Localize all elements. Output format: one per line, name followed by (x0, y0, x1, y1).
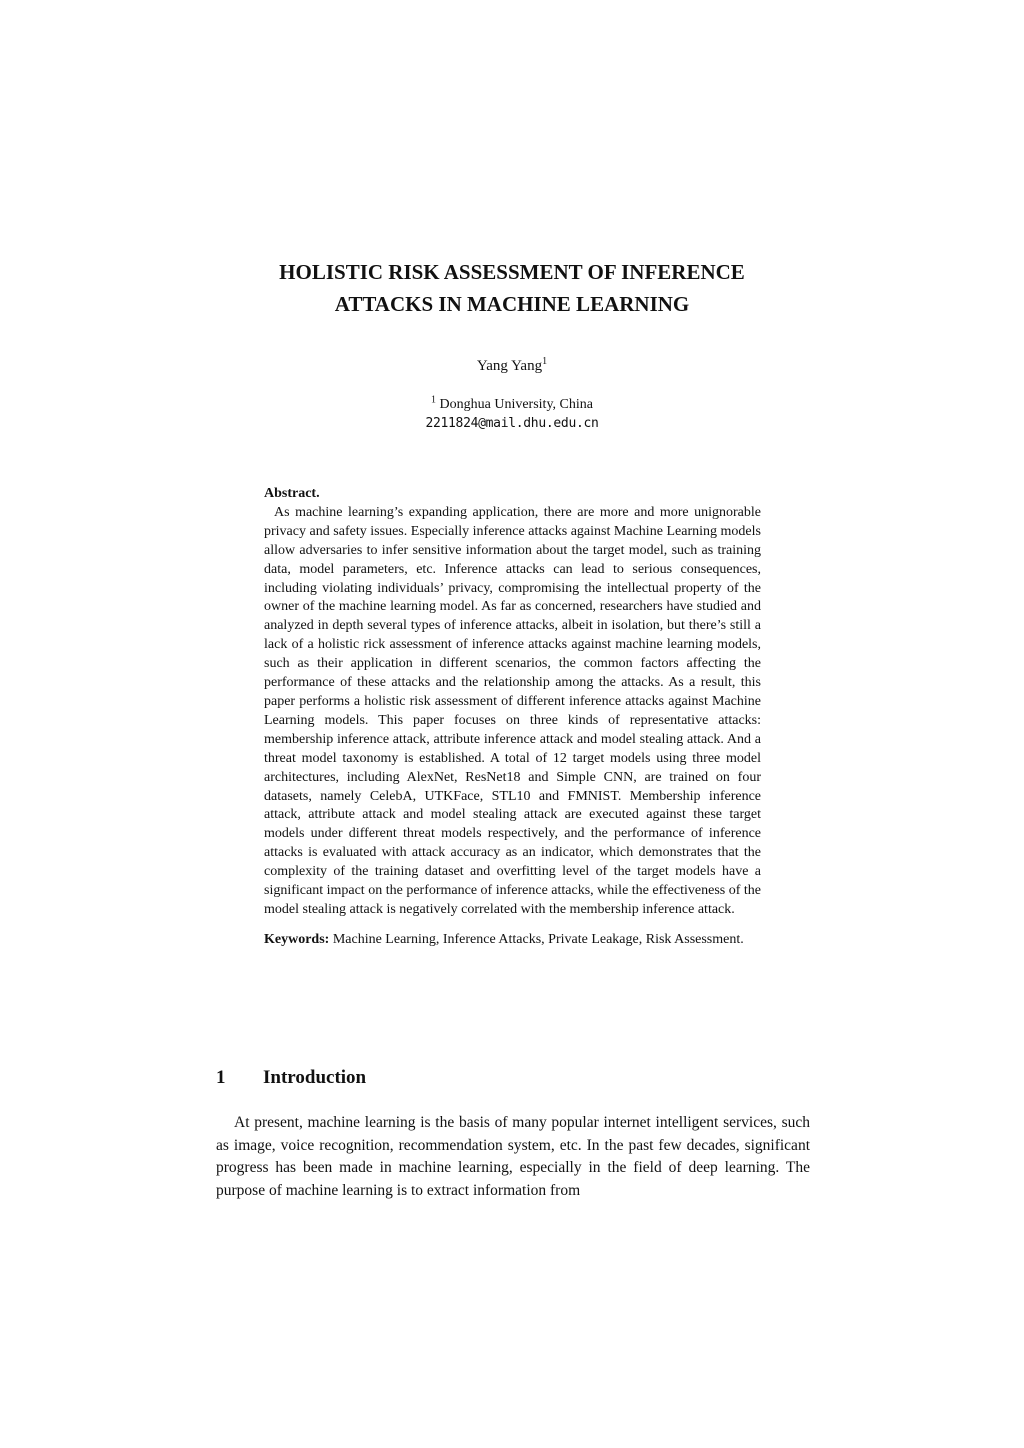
author-email: 2211824@mail.dhu.edu.cn (425, 416, 599, 431)
affiliation-line (0, 395, 1024, 414)
keywords-label: Keywords: (264, 931, 330, 947)
abstract-heading: Abstract. (264, 486, 320, 501)
paper-title (0, 256, 1024, 320)
keywords-line (264, 931, 761, 950)
paper-title-line-2: ATTACKS IN MACHINE LEARNING (334, 292, 690, 316)
abstract-block (264, 485, 761, 950)
author-name: Yang Yang (476, 358, 543, 374)
section-title: Introduction (263, 1067, 367, 1088)
paper-title-line-1: HOLISTIC RISK ASSESSMENT OF INFERENCE (279, 260, 745, 284)
introduction-paragraph: At present, machine learning is the basis of many popular internet intelligent services, such as image, voice recognition, recommendation system, etc. In the past few decades, significant progress has been made in machine learning, especially in the field of deep learning. The purpose of machine learning is to extract information from (216, 1114, 810, 1199)
keywords-text: Machine Learning, Inference Attacks, Private Leakage, Risk Assessment. (329, 931, 744, 947)
author-affiliation-marker: 1 (542, 356, 548, 367)
section-number: 1 (216, 1067, 226, 1088)
affiliation-text: Donghua University, China (436, 397, 593, 412)
abstract-text: As machine learning’s expanding application, there are more and more unignorable privacy and safety issues. Especially inference attacks against Machine Learning models allow adversaries to infer sensitive information about the target model, such as training data, model parameters, etc. Inference attacks can lead to serious consequences, including violating individuals’ privacy, compromising the intellectual property of the owner of the machine learning model. As far as concerned, researchers have studied and analyzed in depth several types of inference attacks, albeit in isolation, but there’s still a lack of a holistic rick assessment of inference attacks against machine learning models, such as their application in different scenarios, the common factors affecting the performance of these attacks and the relationship among the attacks. As a result, this paper performs a holistic risk assessment of different inference attacks against Machine Learning models. This paper focuses on three kinds of representative attacks: membership inference attack, attribute inference attack and model stealing attack. And a threat model taxonomy is established. A total of 12 target models using three model architectures, including AlexNet, ResNet18 and Simple CNN, are trained on four datasets, namely CelebA, UTKFace, STL10 and FMNIST. Membership inference attack, attribute attack and model stealing attack are executed against these target models under different threat models respectively, and the performance of inference attacks is evaluated with attack accuracy as an indicator, which demonstrates that the complexity of the training dataset and overfitting level of the target models have a significant impact on the performance of inference attacks, while the effectiveness of the model stealing attack is negatively correlated with the membership inference attack. (264, 504, 761, 917)
author-line (0, 356, 1024, 376)
section-heading-introduction (216, 1066, 366, 1090)
affiliation-block (0, 395, 1024, 433)
affiliation-marker: 1 (431, 394, 437, 406)
